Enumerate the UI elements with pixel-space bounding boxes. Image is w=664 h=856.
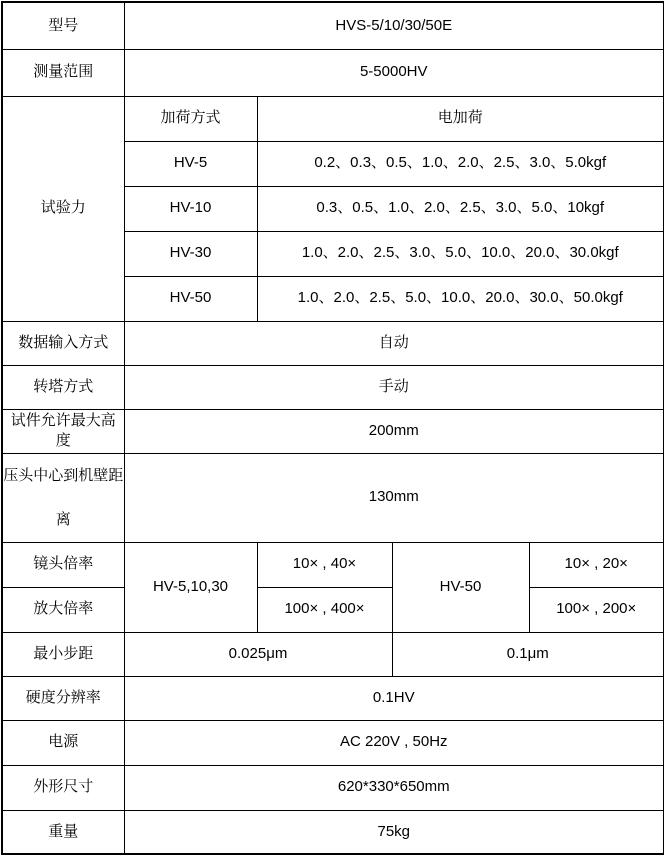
power-value: AC 220V , 50Hz: [124, 720, 664, 765]
min-step-value1: 0.025μm: [124, 632, 392, 676]
weight-value: 75kg: [124, 810, 664, 854]
force-hv50-label: HV-50: [124, 276, 257, 321]
model-label: 型号: [2, 2, 124, 49]
force-label: 试验力: [2, 96, 124, 321]
row-turret: [2, 365, 664, 409]
magnification-label: 放大倍率: [2, 587, 124, 632]
optics-group2-objective: 10× , 20×: [529, 542, 664, 587]
optics-group1-model: HV-5,10,30: [124, 542, 257, 632]
loading-method-label: 加荷方式: [124, 96, 257, 141]
data-input-value: 自动: [124, 321, 664, 365]
row-power: [2, 720, 664, 765]
max-height-value: 200mm: [124, 409, 664, 453]
turret-value: 手动: [124, 365, 664, 409]
row-dimensions: [2, 765, 664, 810]
data-input-label: 数据输入方式: [2, 321, 124, 365]
resolution-label: 硬度分辨率: [2, 676, 124, 720]
row-max-height: [2, 409, 664, 453]
force-hv30-value: 1.0、2.0、2.5、3.0、5.0、10.0、20.0、30.0kgf: [257, 231, 664, 276]
row-objective: [2, 542, 664, 587]
row-force-loading-method: [2, 96, 664, 141]
force-hv10-value: 0.3、0.5、1.0、2.0、2.5、3.0、5.0、10kgf: [257, 186, 664, 231]
turret-label: 转塔方式: [2, 365, 124, 409]
throat-label: 压头中心到机壁距离: [2, 453, 124, 542]
optics-group1-magnification: 100× , 400×: [257, 587, 392, 632]
force-hv10-label: HV-10: [124, 186, 257, 231]
optics-group2-magnification: 100× , 200×: [529, 587, 664, 632]
row-weight: [2, 810, 664, 854]
loading-method-value: 电加荷: [257, 96, 664, 141]
min-step-value2: 0.1μm: [392, 632, 664, 676]
resolution-value: 0.1HV: [124, 676, 664, 720]
optics-group2-model: HV-50: [392, 542, 529, 632]
weight-label: 重量: [2, 810, 124, 854]
dimensions-label: 外形尺寸: [2, 765, 124, 810]
force-hv5-value: 0.2、0.3、0.5、1.0、2.0、2.5、3.0、5.0kgf: [257, 141, 664, 186]
force-hv50-value: 1.0、2.0、2.5、5.0、10.0、20.0、30.0、50.0kgf: [257, 276, 664, 321]
max-height-label: 试件允许最大高度: [2, 409, 124, 453]
force-hv5-label: HV-5: [124, 141, 257, 186]
range-value: 5-5000HV: [124, 49, 664, 96]
power-label: 电源: [2, 720, 124, 765]
objective-label: 镜头倍率: [2, 542, 124, 587]
row-throat: [2, 453, 664, 542]
force-hv30-label: HV-30: [124, 231, 257, 276]
row-data-input: [2, 321, 664, 365]
throat-value: 130mm: [124, 453, 664, 542]
model-value: HVS-5/10/30/50E: [124, 2, 664, 49]
row-resolution: [2, 676, 664, 720]
row-range: [2, 49, 664, 96]
min-step-label: 最小步距: [2, 632, 124, 676]
row-min-step: [2, 632, 664, 676]
spec-table: [1, 1, 664, 855]
row-model: [2, 2, 664, 49]
row-magnification: [2, 587, 664, 632]
range-label: 测量范围: [2, 49, 124, 96]
dimensions-value: 620*330*650mm: [124, 765, 664, 810]
optics-group1-objective: 10× , 40×: [257, 542, 392, 587]
